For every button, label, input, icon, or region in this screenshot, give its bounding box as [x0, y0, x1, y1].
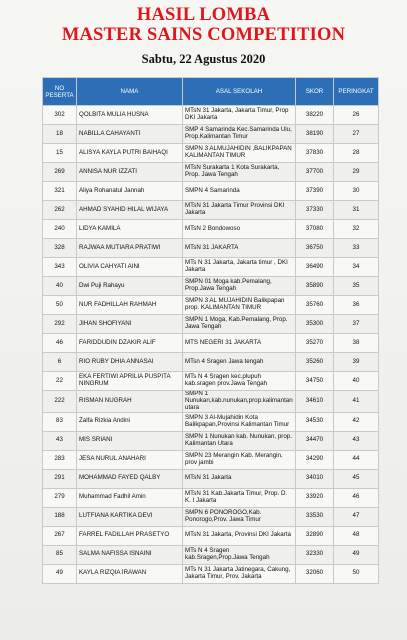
table-row: [43, 239, 379, 258]
cell-nama: NUR FADHILLAH RAHMAH: [77, 296, 183, 315]
cell-peringkat: 28: [334, 144, 379, 163]
cell-no: 321: [43, 182, 77, 201]
table-body: [43, 106, 379, 584]
cell-no: 269: [43, 163, 77, 182]
cell-nama: FARIDDUDIN DZAKIR ALIF: [77, 334, 183, 353]
cell-asal-sekolah: SMPN 4 Samarinda: [183, 182, 296, 201]
cell-nama: Zalfa Rizkia Andini: [77, 412, 183, 431]
page-subtitle: MASTER SAINS COMPETITION: [61, 25, 346, 45]
cell-asal-sekolah: SMPN 1 Nunukan kab. Nunukan, prop. Kalimantan Utara: [183, 431, 296, 450]
cell-no: 22: [43, 372, 77, 391]
cell-nama: RISMAN NUGRAH: [77, 391, 183, 413]
cell-nama: LIDYA KAMILA: [77, 220, 183, 239]
cell-peringkat: 44: [334, 450, 379, 469]
cell-peringkat: 36: [334, 296, 379, 315]
cell-no: 267: [43, 526, 77, 545]
cell-skor: 33920: [296, 488, 334, 507]
cell-no: 83: [43, 412, 77, 431]
cell-skor: 37700: [296, 163, 334, 182]
cell-asal-sekolah: MTs N 4 Sragen kec.plupuh kab.sragen prov.Jawa Tengah: [183, 372, 296, 391]
table-row: [43, 315, 379, 334]
results-table: [42, 77, 379, 584]
table-row: [43, 182, 379, 201]
cell-nama: NABILLA CAHAYANTI: [77, 125, 183, 144]
cell-skor: 33530: [296, 507, 334, 526]
cell-skor: 32060: [296, 564, 334, 583]
cell-no: 46: [43, 334, 77, 353]
cell-peringkat: 40: [334, 372, 379, 391]
cell-no: 188: [43, 507, 77, 526]
table-row: [43, 144, 379, 163]
cell-asal-sekolah: SMPN 01 Moga kab.Pemalang, Prop.Jawa Tengah: [183, 277, 296, 296]
cell-skor: 35260: [296, 353, 334, 372]
cell-peringkat: 26: [334, 106, 379, 125]
cell-skor: 35270: [296, 334, 334, 353]
cell-nama: RAJWAA MUTIARA PRATIWI: [77, 239, 183, 258]
cell-nama: SALMA NAFISSA ISNAINI: [77, 545, 183, 564]
cell-asal-sekolah: SMPN 6 PONOROGO,Kab. Ponorogo,Prov. Jawa Timur: [183, 507, 296, 526]
column-header-asal-sekolah: ASAL SEKOLAH: [183, 78, 296, 106]
cell-asal-sekolah: SMPN 1 Moga, Kab.Pemalang, Prop. Jawa Tengah: [183, 315, 296, 334]
column-header-nama: NAMA: [77, 78, 183, 106]
cell-nama: KAYLA RIZQIA IRAWAN: [77, 564, 183, 583]
cell-peringkat: 33: [334, 239, 379, 258]
cell-skor: 35890: [296, 277, 334, 296]
cell-peringkat: 46: [334, 488, 379, 507]
cell-peringkat: 27: [334, 125, 379, 144]
cell-asal-sekolah: MTsN 31 Jakarta, Jakarta Timur, Prop DKI Jakarta: [183, 106, 296, 125]
page-title: HASIL LOMBA: [136, 5, 271, 25]
cell-peringkat: 47: [334, 507, 379, 526]
cell-skor: 35760: [296, 296, 334, 315]
cell-asal-sekolah: MTsn 4 Sragen Jawa tengah: [183, 353, 296, 372]
table-row: [43, 507, 379, 526]
cell-asal-sekolah: MTsN 31 Jakarta, Provinsi DKI Jakarta: [183, 526, 296, 545]
cell-asal-sekolah: SMPN 3 ALMUJAHIDIN ,BALIKPAPAN KALIMANTAN TIMUR: [183, 144, 296, 163]
cell-nama: JESA NURUL ANAHARI: [77, 450, 183, 469]
cell-asal-sekolah: SMPN 3 Al-Mujahidin Kota Balikpapan,Provinsi Kalimantan Timur: [183, 412, 296, 431]
cell-no: 18: [43, 125, 77, 144]
cell-peringkat: 35: [334, 277, 379, 296]
table-row: [43, 431, 379, 450]
cell-skor: 37330: [296, 201, 334, 220]
cell-asal-sekolah: MTsN 31 Jakarta: [183, 469, 296, 488]
cell-peringkat: 38: [334, 334, 379, 353]
cell-peringkat: 29: [334, 163, 379, 182]
cell-peringkat: 45: [334, 469, 379, 488]
table-row: [43, 334, 379, 353]
column-header-no: NO PESERTA: [43, 78, 77, 106]
cell-nama: ALISYA KAYLA PUTRI BAIHAQI: [77, 144, 183, 163]
cell-no: 279: [43, 488, 77, 507]
cell-peringkat: 50: [334, 564, 379, 583]
cell-peringkat: 32: [334, 220, 379, 239]
cell-asal-sekolah: SMP 4 Samarinda Kec.Samarinda Ulu, Prop.Kalimantan Timur: [183, 125, 296, 144]
cell-skor: 34610: [296, 391, 334, 413]
cell-skor: 38220: [296, 106, 334, 125]
table-row: [43, 412, 379, 431]
table-row: [43, 296, 379, 315]
cell-nama: JIHAN SHOFIYANI: [77, 315, 183, 334]
table-row: [43, 201, 379, 220]
table-row: [43, 372, 379, 391]
cell-peringkat: 41: [334, 391, 379, 413]
cell-skor: 32330: [296, 545, 334, 564]
cell-peringkat: 42: [334, 412, 379, 431]
cell-peringkat: 48: [334, 526, 379, 545]
table-row: [43, 526, 379, 545]
cell-no: 85: [43, 545, 77, 564]
table-row: [43, 564, 379, 583]
cell-no: 328: [43, 239, 77, 258]
cell-no: 292: [43, 315, 77, 334]
column-header-skor: SKOR: [296, 78, 334, 106]
cell-skor: 37080: [296, 220, 334, 239]
cell-no: 49: [43, 564, 77, 583]
cell-no: 50: [43, 296, 77, 315]
column-header-peringkat: PERINGKAT: [334, 78, 379, 106]
cell-peringkat: 43: [334, 431, 379, 450]
cell-asal-sekolah: MTs N 31 Jakarta, Jakarta timur , DKI Jakarta: [183, 258, 296, 277]
cell-nama: MIS SRIANI: [77, 431, 183, 450]
cell-peringkat: 30: [334, 182, 379, 201]
table-row: [43, 220, 379, 239]
cell-skor: 36490: [296, 258, 334, 277]
cell-skor: 34530: [296, 412, 334, 431]
cell-nama: LUTFIANA KARTIKA DEVI: [77, 507, 183, 526]
cell-no: 6: [43, 353, 77, 372]
cell-nama: Aliya Rohanatul Jannah: [77, 182, 183, 201]
table-row: [43, 391, 379, 413]
cell-no: 43: [43, 431, 77, 450]
cell-skor: 37830: [296, 144, 334, 163]
cell-nama: QOLBITA MULIA HUSNA: [77, 106, 183, 125]
cell-nama: OLIVIA CAHYATI AINI: [77, 258, 183, 277]
cell-peringkat: 39: [334, 353, 379, 372]
cell-asal-sekolah: SMPN 3 AL MUJAHIDIN Balikpapan prop. KALIMANTAN TIMUR: [183, 296, 296, 315]
cell-nama: Muhammad Fadhil Amin: [77, 488, 183, 507]
cell-no: 222: [43, 391, 77, 413]
cell-nama: FARREL FADILLAH PRASETYO: [77, 526, 183, 545]
cell-peringkat: 34: [334, 258, 379, 277]
cell-nama: Dwi Puji Rahayu: [77, 277, 183, 296]
cell-no: 40: [43, 277, 77, 296]
cell-no: 343: [43, 258, 77, 277]
cell-peringkat: 31: [334, 201, 379, 220]
cell-no: 240: [43, 220, 77, 239]
table-row: [43, 545, 379, 564]
table-row: [43, 353, 379, 372]
cell-nama: EKA FERTIWI APRILIA PUSPITA NINGRUM: [77, 372, 183, 391]
table-row: [43, 258, 379, 277]
cell-asal-sekolah: MTS NEGERI 31 JAKARTA: [183, 334, 296, 353]
table-row: [43, 488, 379, 507]
cell-skor: 34290: [296, 450, 334, 469]
cell-no: 291: [43, 469, 77, 488]
cell-no: 302: [43, 106, 77, 125]
cell-asal-sekolah: MTs N 31 Jakarta Jatinegara, Cakung, Jakarta Timur, Prov. Jakarta: [183, 564, 296, 583]
cell-skor: 34750: [296, 372, 334, 391]
cell-asal-sekolah: MTs N 4 Sragen kab.Sragen,Prop.Jawa Tengah: [183, 545, 296, 564]
cell-peringkat: 49: [334, 545, 379, 564]
table-row: [43, 469, 379, 488]
table-row: [43, 277, 379, 296]
cell-nama: MOHAMMAD FAYED QALBY: [77, 469, 183, 488]
table-row: [43, 106, 379, 125]
cell-no: 262: [43, 201, 77, 220]
cell-asal-sekolah: MTsN Surakarta 1 Kota Surakarta, Prop. Jawa Tengah: [183, 163, 296, 182]
cell-skor: 38190: [296, 125, 334, 144]
cell-skor: 35300: [296, 315, 334, 334]
cell-skor: 37390: [296, 182, 334, 201]
table-row: [43, 125, 379, 144]
table-header-row: [43, 78, 379, 106]
cell-no: 283: [43, 450, 77, 469]
cell-skor: 34010: [296, 469, 334, 488]
cell-nama: ANNISA NUR IZZATI: [77, 163, 183, 182]
cell-no: 15: [43, 144, 77, 163]
cell-asal-sekolah: MTsN 31 JAKARTA: [183, 239, 296, 258]
cell-skor: 32890: [296, 526, 334, 545]
cell-skor: 34470: [296, 431, 334, 450]
cell-asal-sekolah: SMPN 1 Nunukan,kab.nunukan,prop.kalimantan utara: [183, 391, 296, 413]
cell-asal-sekolah: MTsN 31 Kab.Jakarta Timur, Prop. D. K. I Jakarta: [183, 488, 296, 507]
cell-asal-sekolah: SMPN 23 Merangin Kab. Merangin, prov jambi: [183, 450, 296, 469]
cell-nama: RIO RUBY DHIA ANNASAI: [77, 353, 183, 372]
event-date: Sabtu, 22 Agustus 2020: [141, 52, 266, 66]
cell-nama: AHMAD SYAHID HILAL WIJAYA: [77, 201, 183, 220]
cell-asal-sekolah: MTsN 2 Bondowoso: [183, 220, 296, 239]
cell-asal-sekolah: MTsN 31 Jakarta Timur Provinsi DKI Jakarta: [183, 201, 296, 220]
table-row: [43, 163, 379, 182]
table-row: [43, 450, 379, 469]
cell-peringkat: 37: [334, 315, 379, 334]
cell-skor: 36750: [296, 239, 334, 258]
